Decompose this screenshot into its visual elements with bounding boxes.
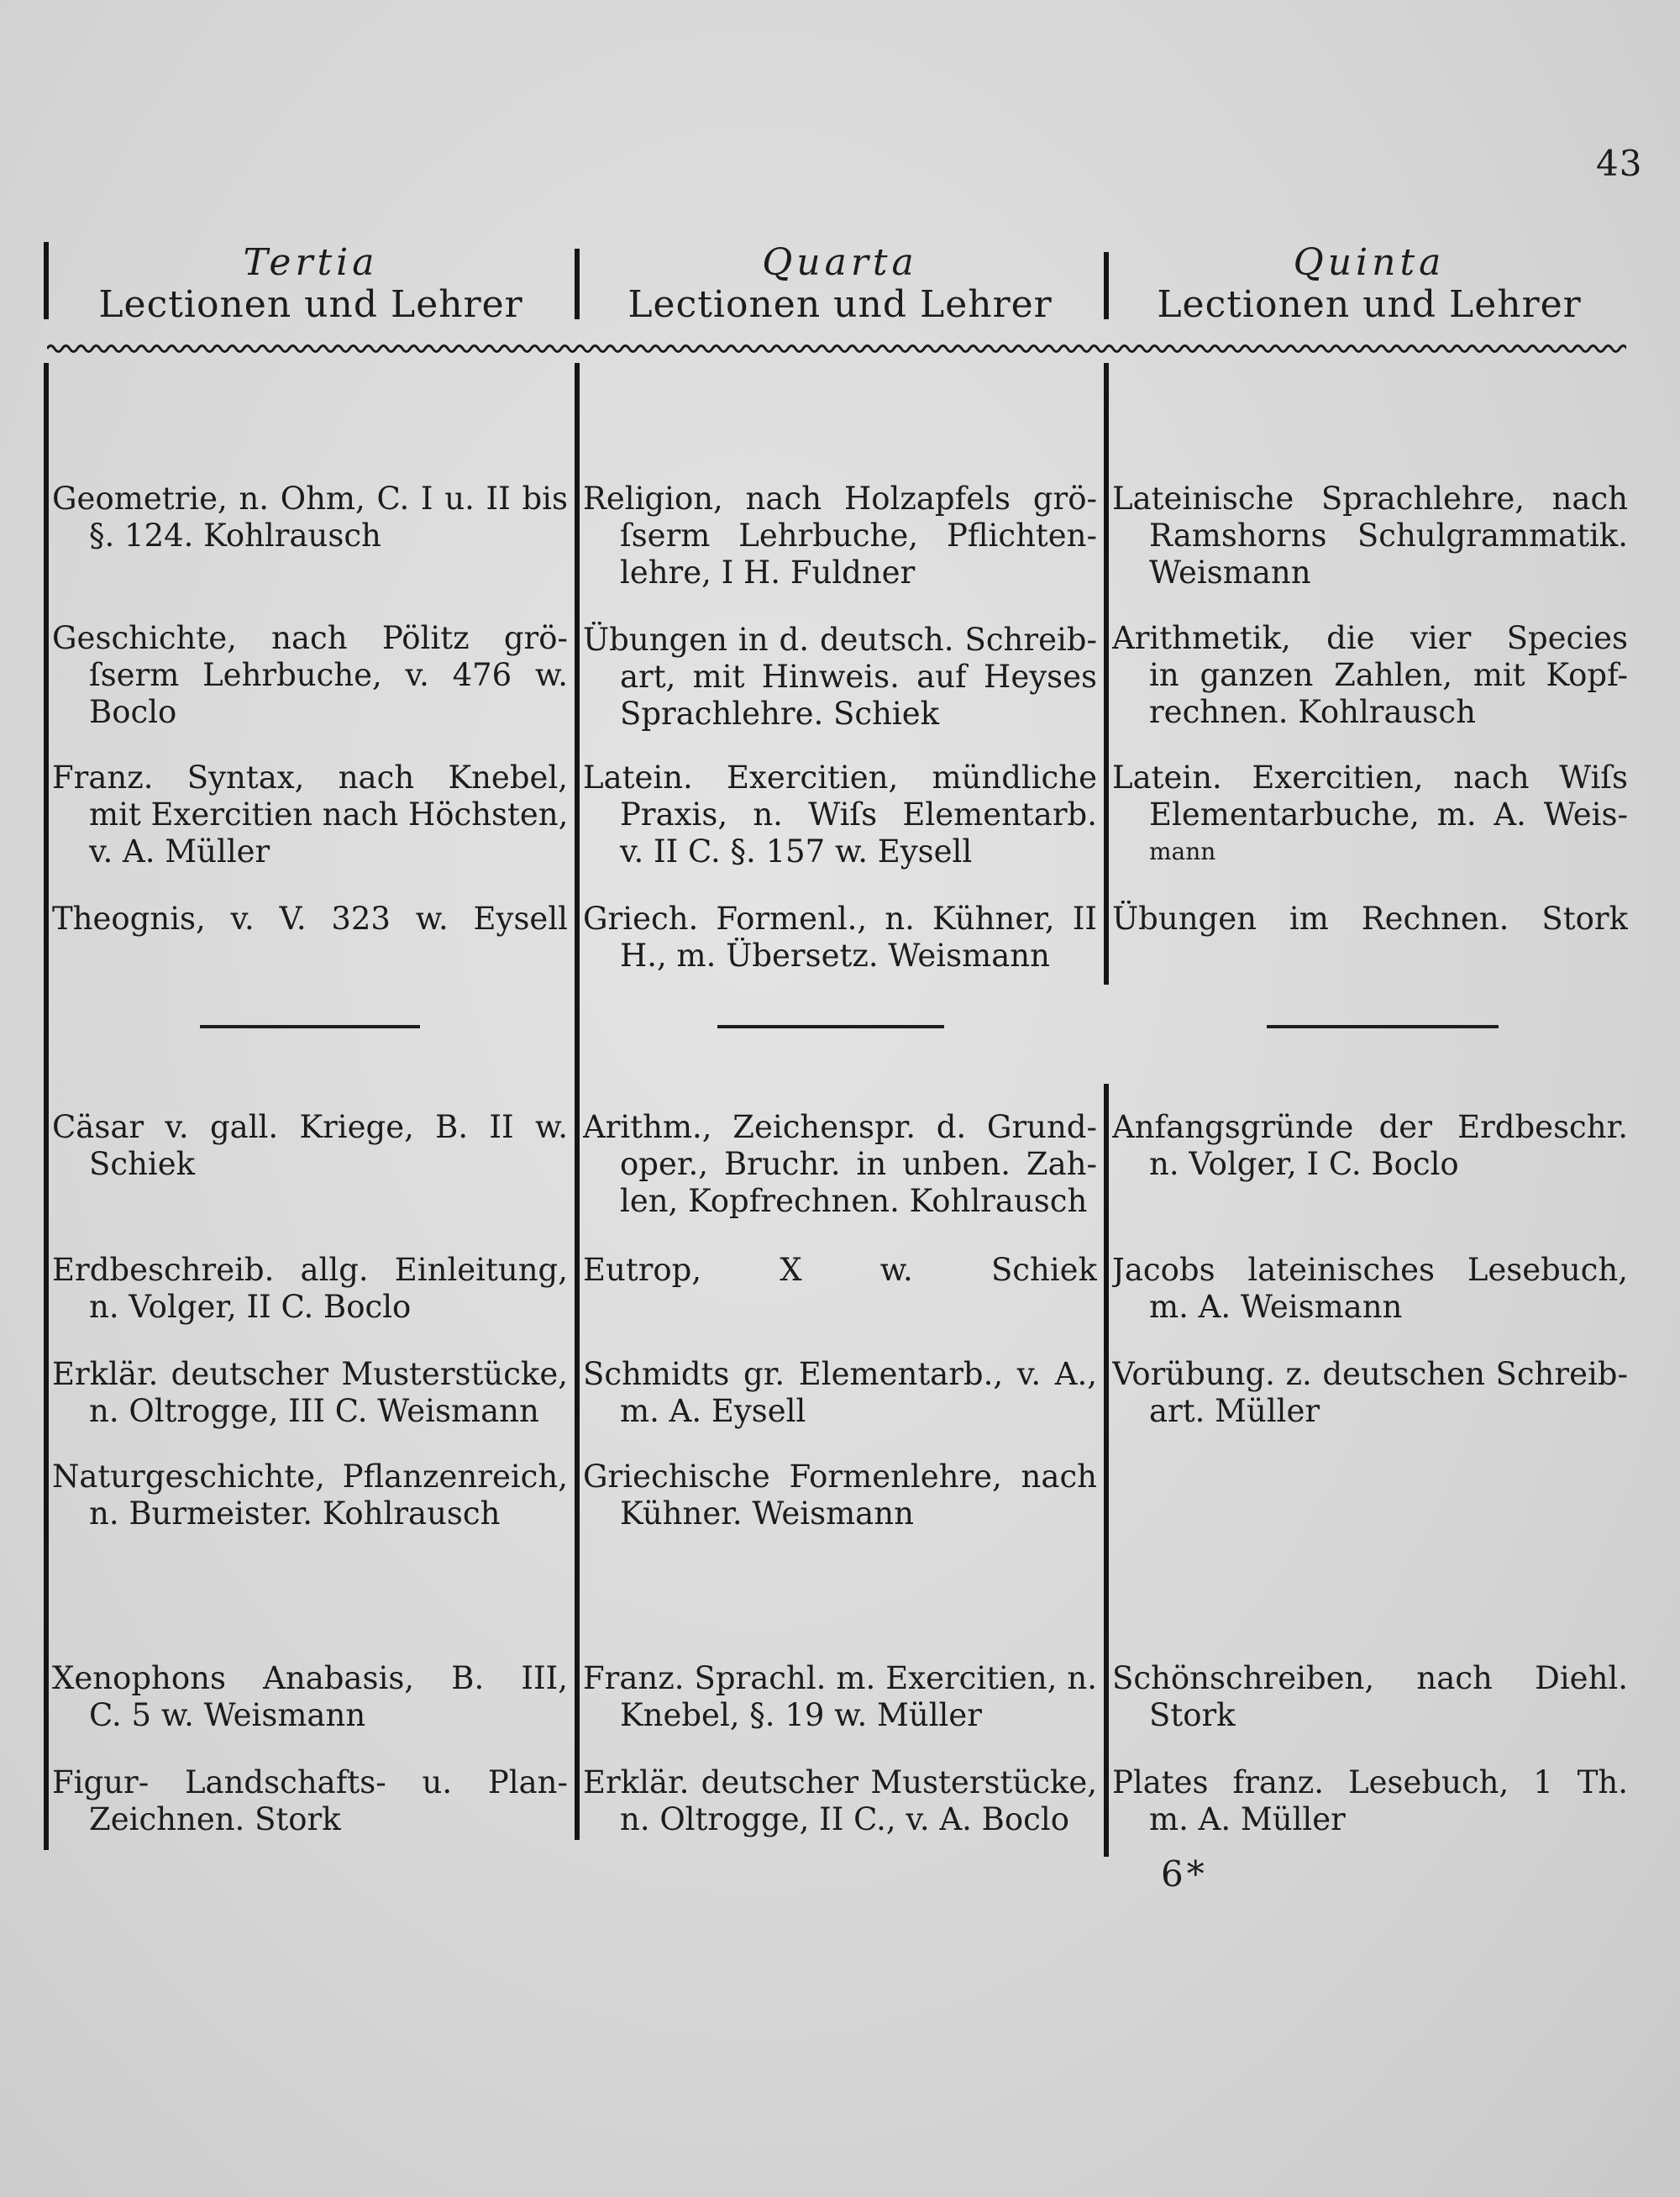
entry-line: Kühner. Weismann <box>620 1495 914 1532</box>
column-name: Tertia <box>243 241 379 284</box>
section-separator <box>1267 1025 1499 1028</box>
entry-line: Anfangsgründe der Erdbeschr. <box>1112 1109 1628 1145</box>
entry-quinta-rechnen <box>1112 901 1628 938</box>
entry-tertia-theognis <box>52 901 568 938</box>
entry-line: m. A. Eysell <box>620 1393 806 1429</box>
column-header-quinta <box>1109 242 1630 326</box>
entry-tertia-caesar <box>52 1109 568 1183</box>
entry-line: m. A. Müller <box>1149 1801 1346 1837</box>
entry-quinta-schoenschreiben <box>1112 1660 1628 1734</box>
entry-line: ſserm Lehrbuche, v. 476 w. <box>89 657 568 693</box>
entry-line: Franz. Syntax, nach Knebel, <box>52 759 568 796</box>
entry-line: v. II C. §. 157 w. Eysell <box>620 833 973 870</box>
column-rule <box>44 363 49 1850</box>
entry-line: Stork <box>1149 1697 1236 1733</box>
column-subtitle: Lectionen und Lehrer <box>627 283 1053 326</box>
entry-line: n. Oltrogge, II C., v. A. Boclo <box>620 1801 1069 1837</box>
entry-line: Erklär. deutscher Musterstücke, <box>52 1356 568 1392</box>
entry-line: Figur- Landschafts- u. Plan- <box>52 1764 568 1800</box>
entry-line: Religion, nach Holzapfels grö- <box>583 481 1097 517</box>
entry-line: Geometrie, n. Ohm, C. I u. II bis <box>52 481 568 517</box>
entry-quarta-eutrop <box>583 1252 1097 1289</box>
entry-tertia-xenophon <box>52 1660 568 1734</box>
entry-tertia-geschichte <box>52 620 568 731</box>
entry-quinta-anfangsgruende <box>1112 1109 1628 1183</box>
entry-line: Weismann <box>1149 555 1311 591</box>
entry-line: Griechische Formenlehre, nach <box>583 1459 1097 1495</box>
wavy-divider <box>47 339 1626 358</box>
column-rule <box>1104 1084 1109 1857</box>
entry-line: Erdbeschreib. allg. Einleitung, <box>52 1252 568 1288</box>
entry-line: C. 5 w. Weismann <box>89 1697 366 1733</box>
entry-line: Schiek <box>89 1146 196 1182</box>
entry-line: Praxis, n. Wiſs Elementarb. <box>620 796 1097 833</box>
column-name: Quarta <box>762 241 918 284</box>
entry-line: ſserm Lehrbuche, Pflichten- <box>620 518 1097 554</box>
entry-line: Latein. Exercitien, nach Wiſs <box>1112 759 1628 796</box>
entry-line: n. Volger, II C. Boclo <box>89 1289 412 1325</box>
entry-line: n. Oltrogge, III C. Weismann <box>89 1393 539 1429</box>
entry-line: Boclo <box>89 694 177 730</box>
entry-line: Elementarbuche, m. A. Weis- <box>1149 796 1628 833</box>
column-header-tertia <box>50 242 571 326</box>
entry-quarta-franz-sprachl <box>583 1660 1097 1734</box>
column-rule <box>575 249 580 319</box>
section-separator <box>717 1025 944 1028</box>
entry-line: Lateinische Sprachlehre, nach <box>1112 481 1628 517</box>
entry-line: Geschichte, nach Pölitz grö- <box>52 620 568 656</box>
entry-tertia-franz-syntax <box>52 759 568 870</box>
entry-line: Arithm., Zeichenspr. d. Grund- <box>583 1109 1097 1145</box>
entry-line: Latein. Exercitien, mündliche <box>583 759 1097 796</box>
entry-line: rechnen. Kohlrausch <box>1149 694 1476 730</box>
entry-line: Ramshorns Schulgrammatik. <box>1149 518 1628 554</box>
entry-line: Vorübung. z. deutschen Schreib- <box>1112 1356 1628 1392</box>
entry-line: n. Volger, I C. Boclo <box>1149 1146 1459 1182</box>
entry-quinta-voruebung <box>1112 1356 1628 1430</box>
entry-line: Cäsar v. gall. Kriege, B. II w. <box>52 1109 568 1145</box>
column-rule <box>1104 363 1109 985</box>
signature-mark: 6* <box>1161 1853 1208 1895</box>
entry-line: Griech. Formenl., n. Kühner, II <box>583 901 1097 937</box>
entry-line: Schönschreiben, nach Diehl. <box>1112 1660 1628 1696</box>
entry-line: mann <box>1149 838 1216 865</box>
entry-line: Zeichnen. Stork <box>89 1801 341 1837</box>
entry-quinta-jacobs <box>1112 1252 1628 1326</box>
entry-line: art. Müller <box>1149 1393 1320 1429</box>
column-name: Quinta <box>1293 241 1446 284</box>
entry-line: Arithmetik, die vier Species <box>1112 620 1628 656</box>
entry-line: Jacobs lateinisches Lesebuch, <box>1112 1252 1628 1288</box>
entry-line: Knebel, §. 19 w. Müller <box>620 1697 982 1733</box>
entry-line: Sprachlehre. Schiek <box>620 696 940 732</box>
entry-line: Franz. Sprachl. m. Exercitien, n. <box>583 1660 1097 1696</box>
entry-tertia-erklaer <box>52 1356 568 1430</box>
entry-quinta-plates <box>1112 1764 1628 1838</box>
entry-line: Übungen im Rechnen. Stork <box>1112 901 1628 937</box>
entry-quarta-erklaer <box>583 1764 1097 1838</box>
entry-tertia-geometrie <box>52 481 568 555</box>
entry-line: Schmidts gr. Elementarb., v. A., <box>583 1356 1097 1392</box>
column-subtitle: Lectionen und Lehrer <box>98 283 523 326</box>
entry-quinta-arithmetik <box>1112 620 1628 731</box>
entry-quarta-schmidts <box>583 1356 1097 1430</box>
column-header-quarta <box>580 242 1100 326</box>
entry-line: n. Burmeister. Kohlrausch <box>89 1495 501 1532</box>
entry-line: Xenophons Anabasis, B. III, <box>52 1660 568 1696</box>
entry-tertia-naturgeschichte <box>52 1459 568 1532</box>
entry-quarta-griech <box>583 901 1097 975</box>
column-rule <box>1104 252 1109 319</box>
entry-quarta-griech-formenlehre <box>583 1459 1097 1532</box>
entry-line: Plates franz. Lesebuch, 1 Th. <box>1112 1764 1628 1800</box>
entry-line: oper., Bruchr. in unben. Zah- <box>620 1146 1097 1182</box>
column-subtitle: Lectionen und Lehrer <box>1157 283 1582 326</box>
entry-line: mit Exercitien nach Höchsten, <box>89 796 568 833</box>
section-separator <box>200 1025 420 1028</box>
entry-line: H., m. Übersetz. Weismann <box>620 938 1050 974</box>
entry-line: v. A. Müller <box>89 833 270 870</box>
entry-line: Eutrop, X w. Schiek <box>583 1252 1097 1288</box>
entry-line: §. 124. Kohlrausch <box>89 518 381 554</box>
entry-line: art, mit Hinweis. auf Heyses <box>620 659 1097 695</box>
entry-quarta-arithm <box>583 1109 1097 1220</box>
entry-line: in ganzen Zahlen, mit Kopf- <box>1149 657 1628 693</box>
entry-line: Naturgeschichte, Pflanzenreich, <box>52 1459 568 1495</box>
entry-line: Erklär. deutscher Musterstücke, <box>583 1764 1097 1800</box>
entry-line: m. A. Weismann <box>1149 1289 1403 1325</box>
entry-line: Übungen in d. deutsch. Schreib- <box>583 622 1097 658</box>
entry-quarta-religion <box>583 481 1097 591</box>
column-rule <box>44 242 49 319</box>
page-number: 43 <box>1596 143 1643 184</box>
entry-quinta-latein-sprachlehre <box>1112 481 1628 591</box>
entry-line: lehre, I H. Fuldner <box>620 555 916 591</box>
column-rule <box>575 363 580 1840</box>
entry-tertia-erdbeschreib <box>52 1252 568 1326</box>
entry-line: Theognis, v. V. 323 w. Eysell <box>52 901 568 937</box>
entry-line: len, Kopfrechnen. Kohlrausch <box>620 1183 1088 1219</box>
entry-quarta-latein <box>583 759 1097 870</box>
entry-tertia-zeichnen <box>52 1764 568 1838</box>
entry-quinta-latein-exercitien <box>1112 759 1628 870</box>
entry-quarta-uebungen <box>583 622 1097 733</box>
